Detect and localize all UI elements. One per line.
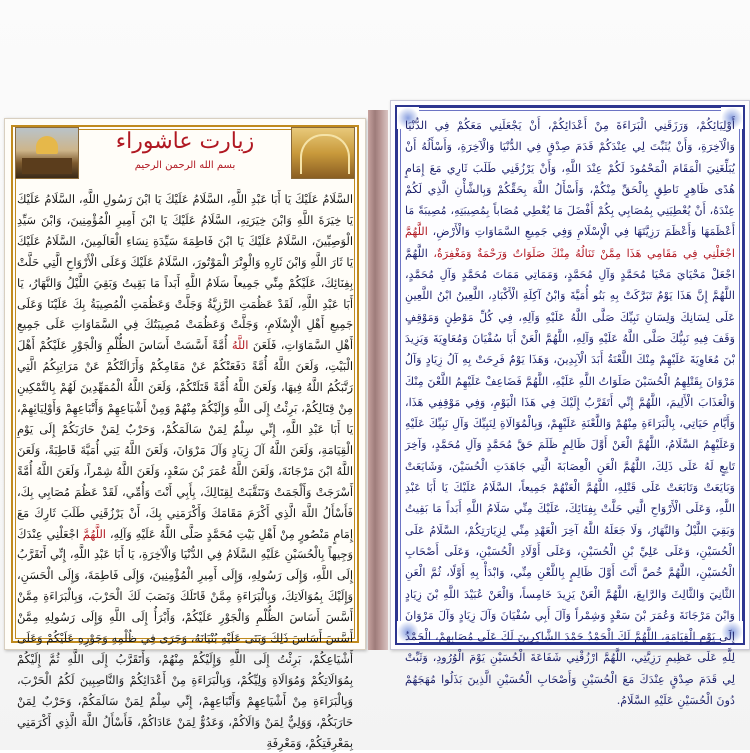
bismillah-line: بسم الله الرحمن الرحیم	[134, 160, 236, 171]
highlighted-word: اللَّهُمَّ	[82, 526, 106, 541]
left-page-header	[13, 125, 357, 183]
book-spine	[368, 110, 388, 650]
text-segment: اجْعَلْنِي عِنْدَكَ وَجِيهاً بِالْحُسَيْنِ عَلَيْهِ السَّلَامُ فِي الدُّنْيَا وَالْآخِرَةِ، يَا أَبَا عَبْدِ اللَّهِ، إِنِّي أَتَقَرَّبُ إِلَى اللَّهِ، وَإِلَى رَسُولِهِ، وَإِلَى أَمِيرِ الْمُؤْمِنِينَ، وَإِلَى فَاطِمَةَ، وَإِلَى الْحَسَنِ، وَإِلَيْكَ بِمُوَالَاتِكَ، وَبِالْبَرَاءَةِ مِمَّنْ قَاتَلَكَ وَنَصَبَ لَكَ الْحَرْبَ، وَبِالْبَرَاءَةِ مِمَّنْ أَسَّسَ أَسَاسَ الظُّلْمِ وَالْجَوْرِ عَلَيْكُمْ، وَأَبْرَأُ إِلَى اللَّهِ وَإِلَى رَسُولِهِ مِمَّنْ أَسَّسَ أَسَاسَ ذَلِكَ وَبَنَى عَلَيْهِ بُنْيَانَهُ، وَجَرَى فِي ظُلْمِهِ وَجَوْرِهِ عَلَيْكُمْ وَعَلَى أَشْيَاعِكُمْ، بَرِئْتُ إِلَى اللَّهِ وَإِلَيْكُمْ مِنْهُمْ، وَأَتَقَرَّبُ إِلَى اللَّهِ ثُمَّ إِلَيْكُمْ بِمُوَالَاتِكُمْ وَمُوَالَاةِ وَلِيِّكُمْ، وَبِالْبَرَاءَةِ مِنْ أَعْدَائِكُمْ وَالنَّاصِبِينَ لَكُمُ الْحَرْبَ، وَبِالْبَرَاءَةِ مِنْ أَشْيَاعِهِمْ وَأَتْبَاعِهِمْ، إِنِّي سِلْمٌ لِمَنْ سَالَمَكُمْ، وَحَرْبٌ لِمَنْ حَارَبَكُمْ، وَوَلِيٌّ لِمَنْ وَالَاكُمْ، وَعَدُوٌّ لِمَنْ عَادَاكُمْ، فَأَسْأَلُ اللَّهَ الَّذِي أَكْرَمَنِي بِمَعْرِفَتِكُمْ، وَمَعْرِفَةِ	[17, 526, 353, 750]
shrine-photo-right	[291, 127, 355, 179]
text-segment: أَوْلِيَائِكُمْ، وَرَزَقَنِي الْبَرَاءَةَ مِنْ أَعْدَائِكُمْ، أَنْ يَجْعَلَنِي مَعَكُمْ فِي الدُّنْيَا وَالْآخِرَةِ، وَأَنْ يُثَبِّتَ لِي عِنْدَكُمْ قَدَمَ صِدْقٍ فِي الدُّنْيَا وَالْآخِرَةِ، وَأَسْأَلُهُ أَنْ يُبَلِّغَنِيَ الْمَقَامَ الْمَحْمُودَ لَكُمْ عِنْدَ اللَّهِ، وَأَنْ يَرْزُقَنِي طَلَبَ ثَارِي مَعَ إِمَامٍ هُدًى ظَاهِرٍ نَاطِقٍ بِالْحَقِّ مِنْكُمْ، وَأَسْأَلُ اللَّهَ بِحَقِّكُمْ وَبِالشَّأْنِ الَّذِي لَكُمْ عِنْدَهُ، أَنْ يُعْطِيَنِي بِمُصَابِي بِكُمْ أَفْضَلَ مَا يُعْطِي مُصَاباً بِمُصِيبَتِهِ، مُصِيبَةً مَا أَعْظَمَهَا وَأَعْظَمَ رَزِيَّتَهَا فِي الْإِسْلَامِ وَفِي جَمِيعِ السَّمَاوَاتِ وَالْأَرْضِ،	[405, 119, 735, 239]
dome-icon	[36, 136, 58, 154]
right-page-text	[405, 115, 735, 708]
left-page	[4, 118, 366, 750]
left-page-text	[17, 189, 353, 750]
right-page	[390, 100, 750, 708]
shrine-photo-left	[15, 127, 79, 179]
text-segment: السَّلَامُ عَلَيْكَ يَا أَبَا عَبْدِ اللَّهِ، السَّلَامُ عَلَيْكَ يَا ابْنَ رَسُولِ اللَّهِ، السَّلَامُ عَلَيْكَ يَا خِيَرَةَ اللَّهِ وَابْنَ خِيَرَتِهِ، السَّلَامُ عَلَيْكَ يَا ابْنَ أَمِيرِ الْمُؤْمِنِينَ، وَابْنَ سَيِّدِ الْوَصِيِّينَ، السَّلَامُ عَلَيْكَ يَا ابْنَ فَاطِمَةَ سَيِّدَةِ نِسَاءِ الْعَالَمِينَ، السَّلَامُ عَلَيْكَ يَا ثَارَ اللَّهِ وَابْنَ ثَارِهِ وَالْوِتْرَ الْمَوْتُورَ، السَّلَامُ عَلَيْكَ وَعَلَى الْأَرْوَاحِ الَّتِي حَلَّتْ بِفِنَائِكَ، عَلَيْكُمْ مِنِّي جَمِيعاً سَلَامُ اللَّهِ أَبَداً مَا بَقِيتُ وَبَقِيَ اللَّيْلُ وَالنَّهَارُ، يَا أَبَا عَبْدِ اللَّهِ، لَقَدْ عَظُمَتِ الرَّزِيَّةُ وَجَلَّتْ وَعَظُمَتِ الْمُصِيبَةُ بِكَ عَلَيْنَا وَعَلَى جَمِيعِ أَهْلِ الْإِسْلَامِ، وَجَلَّتْ وَعَظُمَتْ مُصِيبَتُكَ فِي السَّمَاوَاتِ عَلَى جَمِيعِ أَهْلِ السَّمَاوَاتِ، فَلَعَنَ	[17, 192, 353, 353]
highlighted-word: اللَّهُ	[231, 338, 249, 353]
highlighted-phrase: اللَّهُمَّ اجْعَلْنِي فِي مَقَامِي هَذَا مِمَّنْ تَنَالُهُ مِنْكَ صَلَوَاتٌ وَرَحْمَةٌ وَمَغْفِرَةٌ،	[405, 225, 735, 260]
arch-icon	[300, 134, 350, 174]
building-icon	[22, 158, 72, 174]
text-segment: أُمَّةً أَسَّسَتْ أَسَاسَ الظُّلْمِ وَالْجَوْرِ عَلَيْكُمْ أَهْلَ الْبَيْتِ، وَلَعَنَ اللَّهُ أُمَّةً دَفَعَتْكُمْ عَنْ مَقَامِكُمْ وَأَزَالَتْكُمْ عَنْ مَرَاتِبِكُمُ الَّتِي رَتَّبَكُمُ اللَّهُ فِيهَا، وَلَعَنَ اللَّهُ أُمَّةً قَتَلَتْكُمْ، وَلَعَنَ اللَّهُ الْمُمَهِّدِينَ لَهُمْ بِالتَّمْكِينِ مِنْ قِتَالِكُمْ، بَرِئْتُ إِلَى اللَّهِ وَإِلَيْكُمْ مِنْهُمْ وَمِنْ أَشْيَاعِهِمْ وَأَتْبَاعِهِمْ وَأَوْلِيَائِهِمْ، يَا أَبَا عَبْدِ اللَّهِ، إِنِّي سِلْمٌ لِمَنْ سَالَمَكُمْ، وَحَرْبٌ لِمَنْ حَارَبَكُمْ إِلَى يَوْمِ الْقِيَامَةِ، وَلَعَنَ اللَّهُ آلَ زِيَادٍ وَآلَ مَرْوَانَ، وَلَعَنَ اللَّهُ بَنِي أُمَيَّةَ قَاطِبَةً، وَلَعَنَ اللَّهُ ابْنَ مَرْجَانَةَ، وَلَعَنَ اللَّهُ عُمَرَ بْنَ سَعْدٍ، وَلَعَنَ اللَّهُ شِمْراً، وَلَعَنَ اللَّهُ أُمَّةً أَسْرَجَتْ وَأَلْجَمَتْ وَتَنَقَّبَتْ لِقِتَالِكَ، بِأَبِي أَنْتَ وَأُمِّي، لَقَدْ عَظُمَ مُصَابِي بِكَ، فَأَسْأَلُ اللَّهَ الَّذِي أَكْرَمَ مَقَامَكَ وَأَكْرَمَنِي بِكَ، أَنْ يَرْزُقَنِي طَلَبَ ثَارِكَ مَعَ إِمَامٍ مَنْصُورٍ مِنْ أَهْلِ بَيْتِ مُحَمَّدٍ صَلَّى اللَّهُ عَلَيْهِ وَآلِهِ،	[17, 338, 353, 541]
title-block	[83, 125, 287, 183]
page-title: زیارت عاشوراء	[115, 129, 255, 154]
text-segment: اللَّهُمَّ اجْعَلْ مَحْيَايَ مَحْيَا مُحَمَّدٍ وَآلِ مُحَمَّدٍ، وَمَمَاتِي مَمَاتَ مُحَمَّدٍ وَآلِ مُحَمَّدٍ، اللَّهُمَّ إِنَّ هَذَا يَوْمٌ تَبَرَّكَتْ بِهِ بَنُو أُمَيَّةَ وَابْنُ آكِلَةِ الْأَكْبَادِ، اللَّعِينُ ابْنُ اللَّعِينِ عَلَى لِسَانِكَ وَلِسَانِ نَبِيِّكَ صَلَّى اللَّهُ عَلَيْهِ وَآلِهِ، فِي كُلِّ مَوْطِنٍ وَمَوْقِفٍ وَقَفَ فِيهِ نَبِيُّكَ صَلَّى اللَّهُ عَلَيْهِ وَآلِهِ، اللَّهُمَّ الْعَنْ أَبَا سُفْيَانَ وَمُعَاوِيَةَ وَيَزِيدَ بْنَ مُعَاوِيَةَ عَلَيْهِمْ مِنْكَ اللَّعْنَةُ أَبَدَ الْآبِدِينَ، وَهَذَا يَوْمٌ فَرِحَتْ بِهِ آلُ زِيَادٍ وَآلُ مَرْوَانَ بِقَتْلِهِمُ الْحُسَيْنَ صَلَوَاتُ اللَّهِ عَلَيْهِ، اللَّهُمَّ فَضَاعِفْ عَلَيْهِمُ اللَّعْنَ مِنْكَ وَالْعَذَابَ الْأَلِيمَ، اللَّهُمَّ إِنِّي أَتَقَرَّبُ إِلَيْكَ فِي هَذَا الْيَوْمِ، وَفِي مَوْقِفِي هَذَا، وَأَيَّامِ حَيَاتِي، بِالْبَرَاءَةِ مِنْهُمْ وَاللَّعْنَةِ عَلَيْهِمْ، وَبِالْمُوَالَاةِ لِنَبِيِّكَ وَآلِ نَبِيِّكَ عَلَيْهِ وَعَلَيْهِمُ السَّلَامُ، اللَّهُمَّ الْعَنْ أَوَّلَ ظَالِمٍ ظَلَمَ حَقَّ مُحَمَّدٍ وَآلِ مُحَمَّدٍ، وَآخِرَ تَابِعٍ لَهُ عَلَى ذَلِكَ، اللَّهُمَّ الْعَنِ الْعِصَابَةَ الَّتِي جَاهَدَتِ الْحُسَيْنَ، وَشَايَعَتْ وَبَايَعَتْ وَتَابَعَتْ عَلَى قَتْلِهِ، اللَّهُمَّ الْعَنْهُمْ جَمِيعاً، السَّلَامُ عَلَيْكَ يَا أَبَا عَبْدِ اللَّهِ، وَعَلَى الْأَرْوَاحِ الَّتِي حَلَّتْ بِفِنَائِكَ، عَلَيْكَ مِنِّي سَلَامُ اللَّهِ أَبَداً مَا بَقِيتُ وَبَقِيَ اللَّيْلُ وَالنَّهَارُ، وَلَا جَعَلَهُ اللَّهُ آخِرَ الْعَهْدِ مِنِّي لِزِيَارَتِكُمْ، السَّلَامُ عَلَى الْحُسَيْنِ، وَعَلَى عَلِيِّ بْنِ الْحُسَيْنِ، وَعَلَى أَوْلَادِ الْحُسَيْنِ، وَعَلَى أَصْحَابِ الْحُسَيْنِ، اللَّهُمَّ خُصَّ أَنْتَ أَوَّلَ ظَالِمٍ بِاللَّعْنِ مِنِّي، وَابْدَأْ بِهِ أَوَّلًا، ثُمَّ الْعَنِ الثَّانِيَ وَالثَّالِثَ وَالرَّابِعَ، اللَّهُمَّ الْعَنْ يَزِيدَ خَامِساً، وَالْعَنْ عُبَيْدَ اللَّهِ بْنَ زِيَادٍ وَابْنَ مَرْجَانَةَ وَعُمَرَ بْنَ سَعْدٍ وَشِمْراً وَآلَ أَبِي سُفْيَانَ وَآلَ زِيَادٍ وَآلَ مَرْوَانَ إِلَى يَوْمِ الْقِيَامَةِ، اللَّهُمَّ لَكَ الْحَمْدُ حَمْدَ الشَّاكِرِينَ لَكَ عَلَى مُصَابِهِمْ، الْحَمْدُ لِلَّهِ عَلَى عَظِيمِ رَزِيَّتِي، اللَّهُمَّ ارْزُقْنِي شَفَاعَةَ الْحُسَيْنِ يَوْمَ الْوُرُودِ، وَثَبِّتْ لِي قَدَمَ صِدْقٍ عِنْدَكَ مَعَ الْحُسَيْنِ وَأَصْحَابِ الْحُسَيْنِ الَّذِينَ بَذَلُوا مُهَجَهُمْ دُونَ الْحُسَيْنِ عَلَيْهِ السَّلَامُ.	[405, 246, 735, 708]
